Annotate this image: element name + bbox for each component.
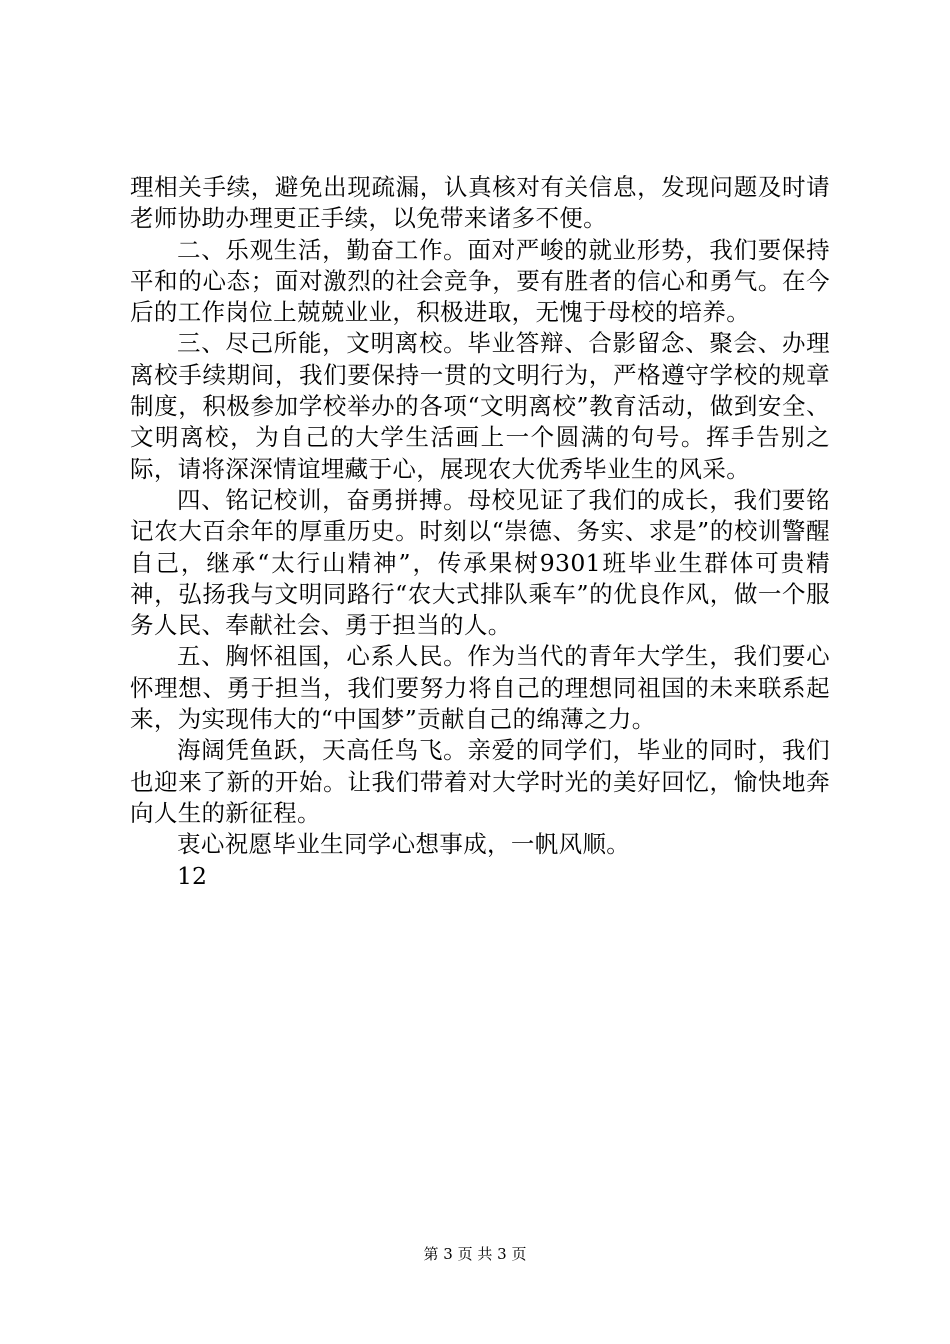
paragraph-section-three: 三、尽己所能，文明离校。毕业答辩、合影留念、聚会、办理离校手续期间，我们要保持一贯的文明行为，严格遵守学校的规章制度，积极参加学校举办的各项“文明离校”教育活动，做到安全、文明离校，为自己的大学生活画上一个圆满的句号。挥手告别之际，请将深深情谊埋藏于心，展现农大优秀毕业生的风采。 bbox=[130, 329, 830, 483]
paragraph-continuation: 理相关手续，避免出现疏漏，认真核对有关信息，发现问题及时请老师协助办理更正手续，以免带来诸多不便。 bbox=[130, 173, 830, 233]
document-body bbox=[130, 172, 830, 892]
page-footer: 第 3 页 共 3 页 bbox=[423, 1245, 527, 1263]
page-number-text: 12 bbox=[177, 861, 207, 890]
paragraph-wishes: 衷心祝愿毕业生同学心想事成，一帆风顺。 bbox=[177, 830, 631, 859]
paragraph-section-five: 五、胸怀祖国，心系人民。作为当代的青年大学生，我们要心怀理想、勇于担当，我们要努力将自己的理想同祖国的未来联系起来，为实现伟大的“中国梦”贡献自己的绵薄之力。 bbox=[130, 642, 830, 734]
paragraph-closing: 海阔凭鱼跃，天高任鸟飞。亲爱的同学们，毕业的同时，我们也迎来了新的开始。让我们带着对大学时光的美好回忆，愉快地奔向人生的新征程。 bbox=[130, 736, 830, 827]
paragraph-section-four: 四、铭记校训，奋勇拼搏。母校见证了我们的成长，我们要铭记农大百余年的厚重历史。时刻以“崇德、务实、求是”的校训警醒自己，继承“太行山精神”，传承果树9301班毕业生群体可贵精神，弘扬我与文明同路行“农大式排队乘车”的优良作风，做一个服务人民、奉献社会、勇于担当的人。 bbox=[130, 485, 830, 640]
paragraph-section-two: 二、乐观生活，勤奋工作。面对严峻的就业形势，我们要保持平和的心态；面对激烈的社会竞争，要有胜者的信心和勇气。在今后的工作岗位上兢兢业业，积极进取，无愧于母校的培养。 bbox=[130, 235, 830, 327]
